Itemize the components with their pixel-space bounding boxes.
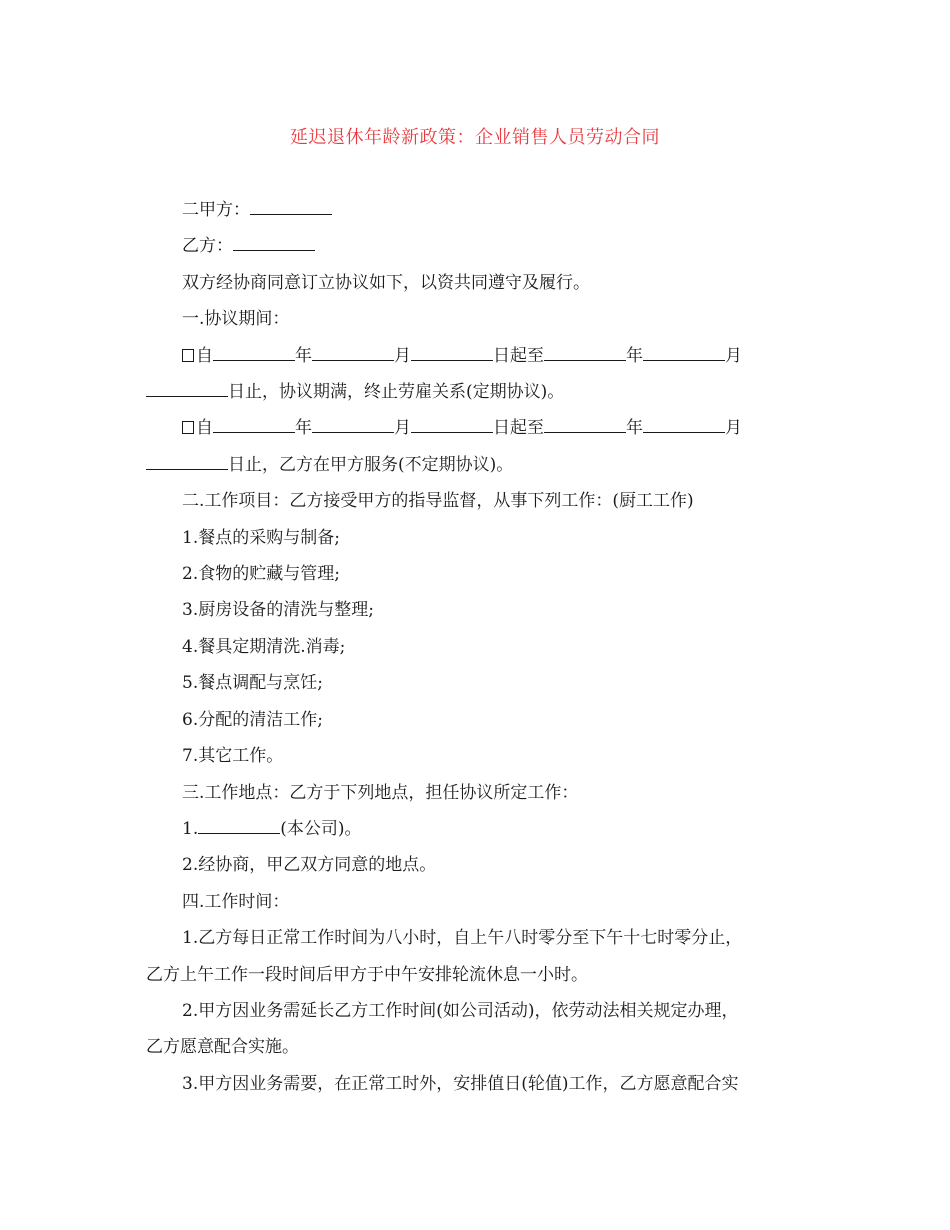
- date-blank: [213, 344, 295, 361]
- fixed-term-checkbox[interactable]: [182, 349, 194, 362]
- list-item: [146, 811, 806, 847]
- fixed-term-end-text: 日止，协议期满，终止劳雇关系(定期协议)。: [228, 382, 565, 403]
- indefinite-term-end-text: 日止，乙方在甲方服务(不定期协议)。: [228, 454, 514, 475]
- month-label: 月: [725, 418, 742, 439]
- section-4-heading: 四.工作时间：: [182, 891, 290, 912]
- date-blank: [643, 344, 725, 361]
- indefinite-term-checkbox[interactable]: [182, 421, 194, 434]
- party-a-line: [146, 192, 806, 228]
- item-number: 1.: [182, 818, 199, 839]
- list-item: 3.厨房设备的清洗与整理;: [182, 600, 374, 621]
- section-3-heading: 三.工作地点：乙方于下列地点，担任协议所定工作：: [182, 782, 579, 803]
- party-b-blank: [233, 234, 315, 251]
- year-label: 年: [295, 418, 312, 439]
- list-item: 2.食物的贮藏与管理;: [182, 564, 340, 585]
- year-label: 年: [295, 345, 312, 366]
- date-blank: [146, 453, 228, 470]
- date-blank: [544, 416, 626, 433]
- month-label: 月: [394, 418, 411, 439]
- from-label: 自: [196, 418, 213, 439]
- item-suffix: (本公司)。: [280, 818, 362, 839]
- paragraph-line: 2.甲方因业务需延长乙方工作时间(如公司活动)，依劳动法相关规定办理，: [182, 1000, 739, 1021]
- date-blank: [643, 416, 725, 433]
- party-a-blank: [250, 198, 332, 215]
- date-blank: [146, 380, 228, 397]
- document-title: 延迟退休年龄新政策：企业销售人员劳动合同: [290, 127, 660, 148]
- paragraph-line: 乙方上午工作一段时间后甲方于中午安排轮流休息一小时。: [146, 964, 588, 985]
- day-from-label: 日起至: [493, 418, 544, 439]
- list-item: 1.餐点的采购与制备;: [182, 527, 340, 548]
- day-from-label: 日起至: [493, 345, 544, 366]
- fixed-term-line: [146, 338, 806, 374]
- location-blank: [198, 817, 280, 834]
- date-blank: [411, 344, 493, 361]
- date-blank: [213, 416, 295, 433]
- date-blank: [411, 416, 493, 433]
- year-label: 年: [626, 418, 643, 439]
- month-label: 月: [725, 345, 742, 366]
- date-blank: [312, 416, 394, 433]
- indefinite-term-line-end: [146, 447, 806, 483]
- indefinite-term-line: [146, 410, 806, 446]
- list-item: 5.餐点调配与烹饪;: [182, 673, 323, 694]
- section-1-heading: 一.协议期间：: [182, 309, 290, 330]
- month-label: 月: [394, 345, 411, 366]
- party-a-label: 二甲方：: [182, 200, 250, 220]
- fixed-term-line-end: [146, 374, 806, 410]
- paragraph-line: 1.乙方每日正常工作时间为八小时，自上午八时零分至下午十七时零分止，: [182, 928, 743, 949]
- date-blank: [544, 344, 626, 361]
- list-item: 4.餐具定期清洗.消毒;: [182, 636, 346, 657]
- document-body: [146, 192, 806, 1102]
- list-item: 7.其它工作。: [182, 746, 284, 767]
- section-2-heading: 二.工作项目：乙方接受甲方的指导监督，从事下列工作：(厨工工作): [182, 491, 694, 512]
- paragraph-line: 3.甲方因业务需要，在正常工时外，安排值日(轮值)工作，乙方愿意配合实: [182, 1073, 739, 1094]
- from-label: 自: [196, 345, 213, 366]
- date-blank: [312, 344, 394, 361]
- party-b-label: 乙方：: [182, 236, 233, 257]
- intro-paragraph: 双方经协商同意订立协议如下，以资共同遵守及履行。: [182, 272, 590, 293]
- party-b-line: [146, 228, 806, 264]
- paragraph-line: 乙方愿意配合实施。: [146, 1037, 299, 1058]
- year-label: 年: [626, 345, 643, 366]
- list-item: 6.分配的清洁工作;: [182, 709, 323, 730]
- list-item: 2.经协商，甲乙双方同意的地点。: [182, 855, 437, 876]
